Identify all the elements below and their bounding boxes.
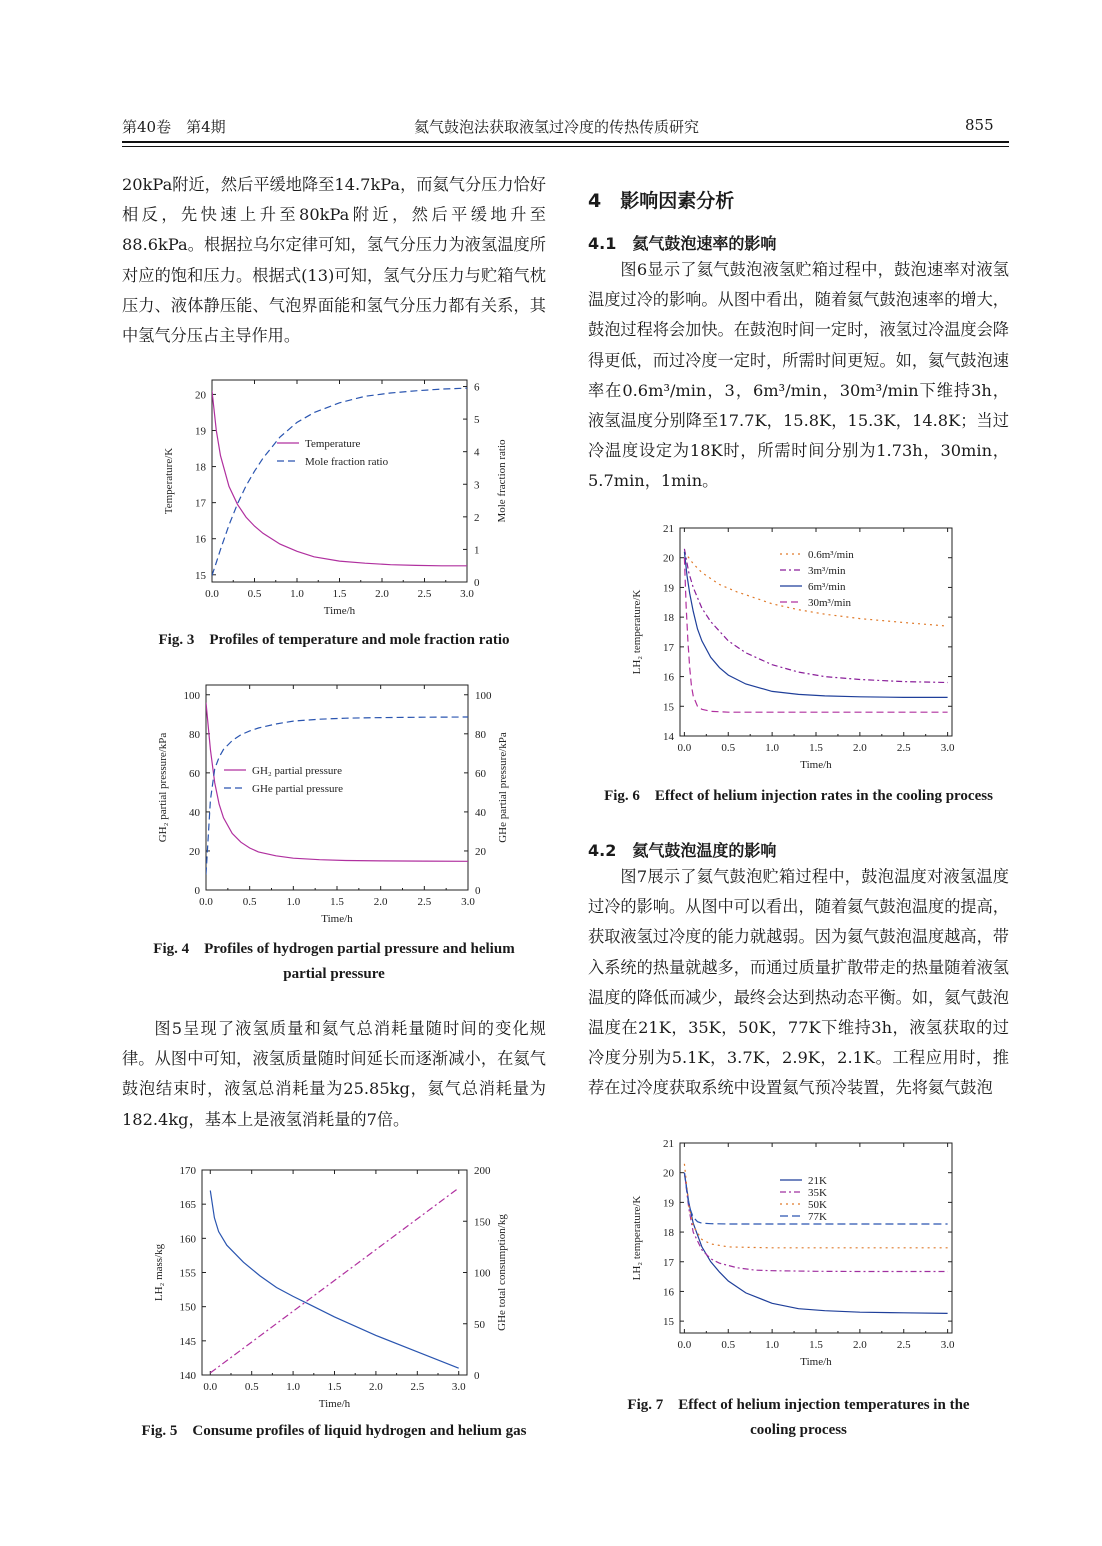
x-tick-label: 1.0	[765, 742, 780, 754]
x-tick-label: 2.0	[369, 1381, 383, 1393]
y-tick-label: 19	[195, 425, 206, 438]
y-tick-label: 100	[183, 689, 200, 702]
legend-label: GHe partial pressure	[252, 783, 344, 795]
series-line-fig5-1	[210, 1188, 458, 1373]
series-line-fig4-0	[206, 703, 468, 862]
y-tick-label: 18	[663, 612, 674, 625]
plot-frame	[680, 1143, 952, 1333]
x-tick-label: 2.5	[896, 742, 911, 754]
y-tick-label: 18	[195, 461, 206, 474]
y-tick-label: 20	[195, 389, 206, 402]
y-tick-label: 21	[663, 523, 674, 535]
y2-tick-label: 2	[474, 511, 480, 524]
y2-tick-label: 3	[474, 479, 480, 492]
figure-4	[140, 680, 550, 935]
x-tick-label: 0.0	[677, 742, 692, 754]
x-tick-label: 3.0	[451, 1381, 466, 1393]
x-tick-label: 2.5	[417, 896, 432, 908]
figure-3-caption: Fig. 3 Profiles of temperature and mole fraction ratio	[158, 632, 510, 648]
y-tick-label: 155	[179, 1267, 196, 1280]
x-tick-label: 0.0	[203, 1381, 218, 1393]
figure-7-caption-line1: Fig. 7 Effect of helium injection temperatures in the	[627, 1397, 970, 1413]
figure-5-caption: Fig. 5 Consume profiles of liquid hydrogen and helium gas	[141, 1423, 527, 1439]
x-axis-label: Time/h	[800, 1356, 832, 1368]
legend-label: Mole fraction ratio	[305, 456, 389, 468]
x-tick-label: 2.5	[410, 1381, 425, 1393]
x-tick-label: 3.0	[460, 588, 474, 600]
legend-label: 30m³/min	[808, 597, 852, 609]
y-tick-label: 20	[663, 1167, 674, 1180]
x-tick-label: 1.5	[809, 1339, 823, 1351]
y2-tick-label: 40	[475, 806, 486, 819]
y-tick-label: 20	[663, 552, 674, 565]
series-line-fig4-1	[206, 717, 468, 874]
page-number: 855	[965, 116, 994, 134]
y2-tick-label: 0	[475, 885, 481, 897]
y2-axis-label: Mole fraction ratio	[496, 439, 508, 523]
y2-tick-label: 0	[474, 577, 480, 589]
x-tick-label: 0.5	[247, 588, 262, 600]
y-tick-label: 19	[663, 1197, 674, 1210]
x-tick-label: 1.0	[290, 588, 304, 600]
figure-4-caption	[122, 937, 546, 987]
figure-6-caption: Fig. 6 Effect of helium injection rates in the cooling process	[604, 788, 993, 804]
x-tick-label: 3.0	[940, 1339, 955, 1351]
y-axis-label: LH₂ temperature/K	[631, 589, 643, 675]
section-4-2-heading: 4.2 氦气鼓泡温度的影响	[588, 841, 777, 860]
paragraph-4-1: 图6显示了氦气鼓泡液氢贮箱过程中，鼓泡速率对液氢温度过冷的影响。从图中看出，随着氦气鼓泡速率的增大，鼓泡过程将会加快。在鼓泡时间一定时，液氢过冷温度会降得更低，而过冷度一定时，所需时间更短。如，氦气鼓泡速率在0.6m³/min，3，6m³/min，30m³/min下维持3h，液氢温度分别降至17.7K，15.8K，15.3K，14.8K；当过冷温度设定为18K时，所需时间分别为1.73h，30min，5.7min，1min。	[588, 260, 1009, 491]
x-tick-label: 1.0	[765, 1339, 780, 1351]
y-tick-label: 15	[663, 1316, 674, 1329]
y-tick-label: 16	[663, 1286, 674, 1299]
x-axis-label: Time/h	[321, 913, 353, 925]
plot-frame	[212, 380, 467, 582]
paragraph-fig5: 图5呈现了液氢质量和氦气总消耗量随时间的变化规律。从图中可知，液氢质量随时间延长而逐渐减小，在氦气鼓泡结束时，液氢总消耗量为25.85kg，氦气总消耗量为182.4kg，基本上是液氢消耗量的7倍。	[122, 1019, 546, 1129]
y-tick-label: 17	[663, 1256, 674, 1269]
legend-label: 35K	[808, 1187, 827, 1199]
plot-frame	[202, 1170, 467, 1375]
x-tick-label: 2.0	[373, 896, 388, 908]
legend-label: 6m³/min	[808, 581, 846, 593]
header-rule	[122, 141, 1009, 143]
figure-4-caption-line2: partial pressure	[283, 966, 385, 982]
x-tick-label: 1.5	[809, 742, 823, 754]
x-tick-label: 1.0	[286, 896, 301, 908]
x-tick-label: 2.5	[896, 1339, 911, 1351]
x-tick-label: 1.0	[286, 1381, 300, 1393]
y2-tick-label: 20	[475, 845, 486, 858]
y-tick-label: 60	[189, 767, 200, 780]
series-line-fig3-1	[212, 388, 467, 575]
y-tick-label: 0	[194, 885, 200, 897]
y-tick-label: 150	[179, 1301, 196, 1314]
y2-axis-label: GHe total consumption/kg	[496, 1214, 508, 1331]
y2-tick-label: 50	[474, 1318, 485, 1331]
x-axis-label: Time/h	[800, 759, 832, 771]
y-tick-label: 17	[663, 641, 674, 654]
y-tick-label: 40	[189, 806, 200, 819]
x-tick-label: 3.0	[461, 896, 475, 908]
x-tick-label: 2.0	[852, 742, 867, 754]
x-tick-label: 0.0	[205, 588, 219, 600]
y2-tick-label: 150	[474, 1216, 491, 1229]
y2-tick-label: 5	[474, 414, 480, 427]
y-tick-label: 18	[663, 1227, 674, 1240]
y-tick-label: 19	[663, 582, 674, 595]
section-4-heading: 4 影响因素分析	[588, 190, 735, 212]
y-axis-label: Temperature/K	[163, 447, 175, 515]
running-title: 氦气鼓泡法获取液氢过冷度的传热传质研究	[414, 118, 700, 136]
x-axis-label: Time/h	[318, 1398, 351, 1410]
paragraph-partial-pressure: 20kPa附近，然后平缓地降至14.7kPa，而氦气分压力恰好相反，先快速上升至80kPa附近，然后平缓地升至88.6kPa。根据拉乌尔定律可知，氢气分压力为液氢温度所对应的饱和压力。根据式(13)可知，氢气分压力与贮箱气枕压力、液体静压能、气泡界面能和氢气分压力都有关系，其中氢气分压占主导作用。	[122, 175, 546, 346]
y-tick-label: 15	[195, 569, 206, 582]
x-tick-label: 0.5	[242, 896, 257, 908]
figure-7-caption	[588, 1393, 1009, 1443]
y2-tick-label: 4	[474, 446, 480, 459]
section-4-1-heading: 4.1 氦气鼓泡速率的影响	[588, 234, 777, 253]
legend-label: GH₂ partial pressure	[252, 765, 342, 777]
figure-4-caption-line1: Fig. 4 Profiles of hydrogen partial pressure and helium	[153, 941, 515, 957]
y-tick-label: 170	[179, 1165, 196, 1177]
legend-label: 50K	[808, 1199, 827, 1211]
y-tick-label: 160	[179, 1233, 196, 1246]
figure-7	[630, 1135, 980, 1395]
y-axis-label: LH₂ mass/kg	[153, 1243, 165, 1302]
y2-tick-label: 200	[474, 1165, 491, 1177]
x-tick-label: 2.5	[417, 588, 432, 600]
y2-tick-label: 6	[474, 381, 480, 394]
y-tick-label: 14	[663, 731, 674, 743]
x-tick-label: 0.0	[677, 1339, 692, 1351]
y-tick-label: 16	[195, 533, 206, 546]
x-tick-label: 3.0	[940, 742, 955, 754]
y-tick-label: 165	[179, 1199, 196, 1212]
y2-tick-label: 0	[474, 1370, 480, 1382]
legend-label: 77K	[808, 1211, 827, 1223]
y-tick-label: 140	[179, 1370, 196, 1382]
y-tick-label: 16	[663, 671, 674, 684]
y-axis-label: GH₂ partial pressure/kPa	[157, 732, 169, 843]
x-tick-label: 0.5	[721, 1339, 736, 1351]
paragraph-4-2: 图7展示了氦气鼓泡贮箱过程中，鼓泡温度对液氢温度过冷的影响。从图中可以看出，随着氦气鼓泡温度的提高，获取液氢过冷度的能力就越弱。因为氦气鼓泡温度越高，带入系统的热量就越多，而通过质量扩散带走的热量随着液氢温度的降低而减少，最终会达到热动态平衡。如，氦气鼓泡温度在21K，35K，50K，77K下维持3h，液氢获取的过冷度分别为5.1K，3.7K，2.9K，2.1K。工程应用时，推荐在过冷度获取系统中设置氦气预冷装置，先将氦气鼓泡	[588, 867, 1009, 1098]
legend-label: Temperature	[305, 438, 361, 450]
y-tick-label: 20	[189, 845, 200, 858]
x-tick-label: 0.0	[199, 896, 213, 908]
x-tick-label: 2.0	[852, 1339, 867, 1351]
y-tick-label: 15	[663, 701, 674, 714]
y-tick-label: 21	[663, 1138, 674, 1150]
x-tick-label: 0.5	[721, 742, 736, 754]
series-line-fig5-0	[210, 1191, 458, 1369]
figure-5	[140, 1160, 550, 1415]
figure-7-caption-line2: cooling process	[750, 1422, 847, 1438]
y2-tick-label: 60	[475, 767, 486, 780]
x-axis-label: Time/h	[323, 605, 356, 617]
x-tick-label: 2.0	[375, 588, 389, 600]
y2-tick-label: 100	[475, 689, 492, 702]
legend-label: 3m³/min	[808, 565, 846, 577]
header-rule-thin	[122, 146, 1009, 147]
y2-tick-label: 100	[474, 1267, 491, 1280]
y-axis-label: LH₂ temperature/K	[631, 1195, 643, 1281]
y-tick-label: 145	[179, 1335, 196, 1348]
y-tick-label: 80	[189, 728, 200, 741]
y2-axis-label: GHe partial pressure/kPa	[497, 732, 509, 843]
x-tick-label: 1.5	[332, 588, 347, 600]
legend-label: 21K	[808, 1175, 827, 1187]
journal-volume: 第40卷 第4期	[122, 118, 226, 136]
x-tick-label: 1.5	[327, 1381, 342, 1393]
y2-tick-label: 80	[475, 728, 486, 741]
y2-tick-label: 1	[474, 544, 480, 557]
x-tick-label: 0.5	[244, 1381, 259, 1393]
figure-3	[150, 375, 550, 625]
figure-6	[630, 520, 980, 782]
x-tick-label: 1.5	[330, 896, 344, 908]
y-tick-label: 17	[195, 497, 206, 510]
legend-label: 0.6m³/min	[808, 549, 854, 561]
